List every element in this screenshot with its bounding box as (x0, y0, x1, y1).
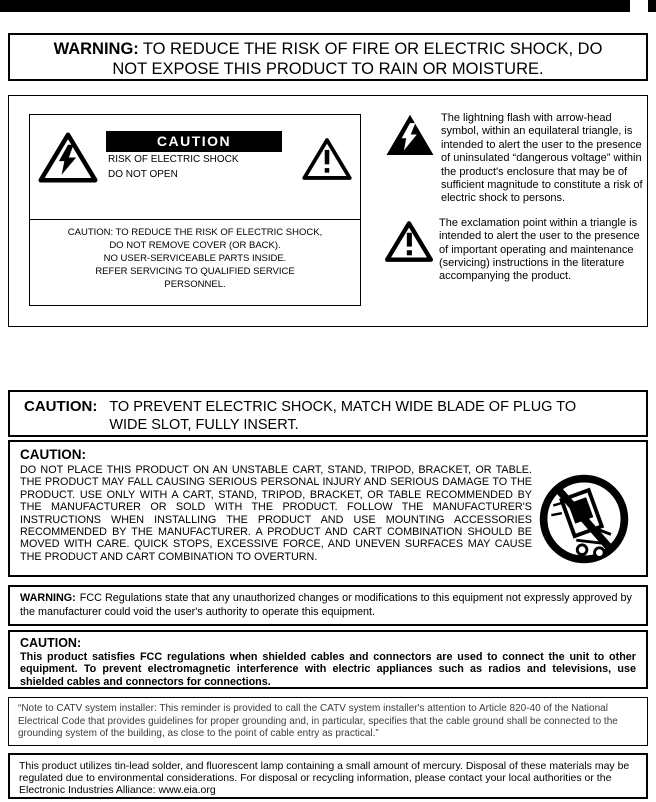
fcc-warning-text: FCC Regulations state that any unauthorized changes or modifications to this equipment not expressly approved by the manufacturer could void the user's authority to operate this equipment. (20, 592, 632, 618)
exclamation-triangle-icon (385, 220, 433, 263)
catv-installer-note-box (8, 697, 648, 746)
plug-caution-line-2: WIDE SLOT, FULLY INSERT. (109, 417, 299, 433)
exclamation-triangle-icon (302, 137, 352, 181)
cart-caution-box (8, 440, 648, 577)
risk-line-1: RISK OF ELECTRIC SHOCK (108, 154, 239, 165)
lightning-triangle-icon (38, 131, 98, 184)
exclamation-explanation-row (385, 217, 647, 284)
caution-label-box (29, 114, 361, 306)
fcc-warning-box (8, 585, 648, 626)
caution-text-line: NO USER-SERVICEABLE PARTS INSIDE. (103, 253, 287, 264)
disposal-note-text: This product utilizes tin-lead solder, and fluorescent lamp containing a small amount of mercury. Disposal of these materials may be regulated due to environmental considerations. For disposal or recycling information, please contact your local authorities or the Electronic Industries Alliance: www.eia.org (19, 760, 630, 797)
caution-label-center (106, 131, 282, 181)
caution-label: CAUTION: (24, 398, 98, 415)
fcc-caution-box (8, 630, 648, 689)
caution-service-text (30, 220, 360, 291)
warning-line-1 (10, 39, 646, 59)
lightning-triangle-solid-icon (385, 112, 435, 157)
page-header-bar (0, 0, 630, 12)
caution-title: CAUTION (106, 131, 282, 152)
no-cart-icon (534, 472, 634, 566)
caution-label: CAUTION: (20, 636, 82, 650)
lightning-explanation-row (385, 112, 647, 206)
warning-label: WARNING: (53, 40, 139, 58)
catv-note-text: “Note to CATV system installer: This reminder is provided to call the CATV system installer's attention to Article 820-40 of the National Electrical Code that provides guidelines for proper grounding and, in particular, specifies that the cable ground shall be connected to the grounding system of the building, as close to the point of cable entry as practical.” (18, 703, 618, 740)
caution-label: CAUTION: (20, 447, 86, 462)
plug-caution-text (109, 398, 576, 435)
caution-text-line: CAUTION: TO REDUCE THE RISK OF ELECTRIC SHOCK, (67, 227, 323, 238)
plug-caution-line-1: TO PREVENT ELECTRIC SHOCK, MATCH WIDE BLADE OF PLUG TO (109, 399, 577, 415)
caution-text-line: DO NOT REMOVE COVER (OR BACK). (109, 240, 281, 251)
caution-text-line: REFER SERVICING TO QUALIFIED SERVICE (95, 266, 295, 277)
warning-label: WARNING: (20, 592, 76, 604)
rain-moisture-warning-box (8, 33, 648, 81)
plug-caution-box (8, 390, 648, 437)
page-header-bar-segment (648, 0, 656, 12)
caution-label-graphics (30, 115, 360, 219)
cart-caution-text: DO NOT PLACE THIS PRODUCT ON AN UNSTABLE CART, STAND, TRIPOD, BRACKET, OR TABLE. THE PRODUCT MAY FALL CAUSING SERIOUS PERSONAL INJURY AND SERIOUS DAMAGE TO THE PRODUCT. USE ONLY WITH A CART, STAND, TRIPOD, BRACKET, OR TABLE RECOMMENDED BY THE MANUFACTURER OR SOLD WITH THE PRODUCT. FOLLOW THE MANUFACTURER'S INSTRUCTIONS WHEN INSTALLING THE PRODUCT AND USE MOUNTING ACCESSORIES RECOMMENDED BY THE MANUFACTURER. A PRODUCT AND CART COMBINATION SHOULD BE MOVED WITH CARE. QUICK STOPS, EXCESSIVE FORCE, AND UNEVEN SURFACES MAY CAUSE THE PRODUCT AND CART COMBINATION TO OVERTURN. (20, 464, 532, 563)
warning-line1-text: TO REDUCE THE RISK OF FIRE OR ELECTRIC SHOCK, DO (142, 40, 603, 58)
electric-shock-caution-panel (8, 95, 648, 327)
exclamation-note: The exclamation point within a triangle is intended to alert the user to the presence of important operating and maintenance (servicing) instructions in the literature accompanying the product. (439, 216, 640, 283)
warning-line-2: NOT EXPOSE THIS PRODUCT TO RAIN OR MOISTURE. (112, 60, 544, 78)
symbol-explanations (385, 112, 647, 295)
caution-text-line: PERSONNEL. (164, 279, 226, 290)
risk-line-2: DO NOT OPEN (108, 168, 178, 180)
disposal-note-box (8, 753, 648, 799)
fcc-caution-text: This product satisfies FCC regulations when shielded cables and connectors are used to connect the unit to other equipment. To prevent electromagnetic interference with electric appliances such as radios and televisions, use shielded cables and connectors for connections. (20, 651, 636, 688)
lightning-note: The lightning flash with arrow-head symbol, within an equilateral triangle, is intended to alert the user to the presence of uninsulated “dangerous voltage” within the product's enclosure that may be of sufficient magnitude to constitute a risk of electric shock to persons. (441, 112, 643, 205)
